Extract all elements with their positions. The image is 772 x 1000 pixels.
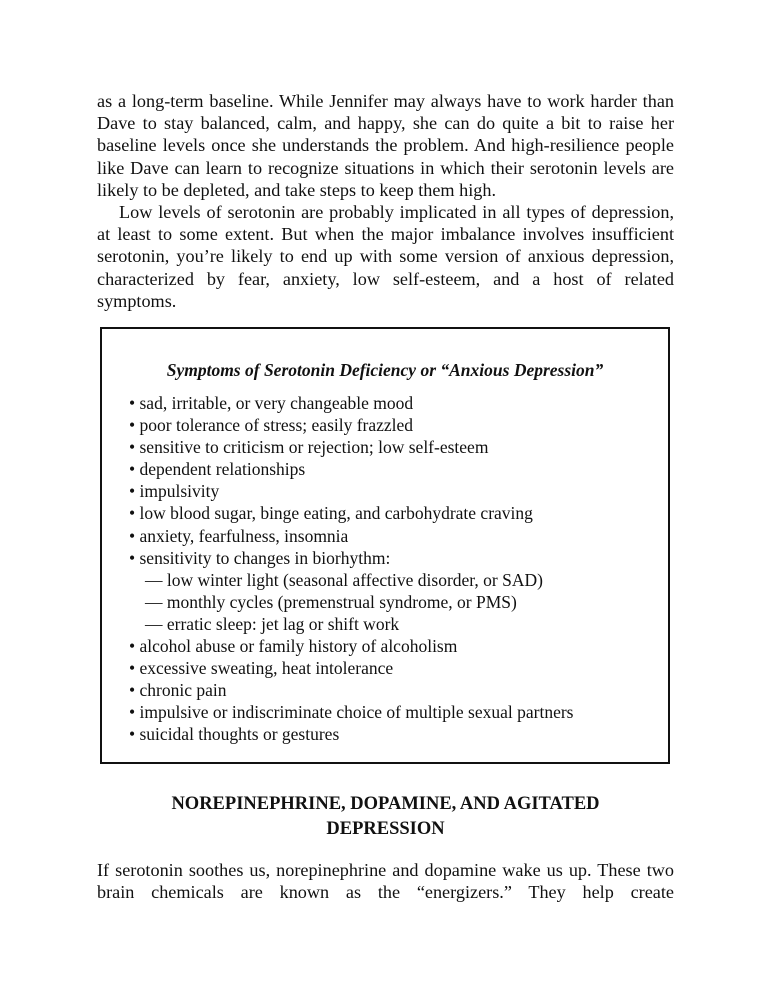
list-item: • impulsivity <box>129 481 220 502</box>
list-item: • alcohol abuse or family history of alcoholism <box>129 636 458 657</box>
list-subitem: — erratic sleep: jet lag or shift work <box>145 613 400 634</box>
list-item: • suicidal thoughts or gestures <box>129 724 340 745</box>
list-item: • dependent relationships <box>129 459 306 480</box>
list-item: • excessive sweating, heat intolerance <box>129 658 394 679</box>
symptoms-list <box>129 392 573 746</box>
intro-paragraph-2: Low levels of serotonin are probably implicated in all types of depression, at least to some extent. But when the major imbalance involves insufficient serotonin, you’re likely to end up with some version of anxious depression, characterized by fear, anxiety, low self-esteem, and a host of related symptoms. <box>97 202 674 311</box>
list-item: • sensitivity to changes in biorhythm: <box>129 547 391 568</box>
list-item: • chronic pain <box>129 680 227 701</box>
list-item: • poor tolerance of stress; easily frazzled <box>129 415 414 436</box>
intro-paragraph-1: as a long-term baseline. While Jennifer may always have to work harder than Dave to stay balanced, calm, and happy, she can do quite a bit to raise her baseline levels once she understands the problem. And high-resilience people like Dave can learn to recognize situations in which their serotonin levels are likely to be depleted, and take steps to keep them high. <box>97 91 674 200</box>
section-paragraph: If serotonin soothes us, norepinephrine and dopamine wake us up. These two brain chemicals are known as the “energizers.” They help create <box>97 860 674 903</box>
intro-text <box>97 90 674 312</box>
list-item: • sensitive to criticism or rejection; low self-esteem <box>129 437 489 458</box>
symptoms-sidebar-box <box>100 327 670 764</box>
section-text <box>97 859 674 903</box>
list-item: • low blood sugar, binge eating, and carbohydrate craving <box>129 503 533 524</box>
list-item: • sad, irritable, or very changeable mood <box>129 393 414 413</box>
list-subitem: — monthly cycles (premenstrual syndrome, or PMS) <box>145 591 517 612</box>
list-subitem: — low winter light (seasonal affective disorder, or SAD) <box>145 569 543 590</box>
sidebar-title: Symptoms of Serotonin Deficiency or “Anxious Depression” <box>166 360 604 380</box>
section-heading-line-2: DEPRESSION <box>326 819 445 839</box>
list-item: • impulsive or indiscriminate choice of multiple sexual partners <box>129 702 574 723</box>
list-item: • anxiety, fearfulness, insomnia <box>129 525 349 546</box>
section-heading-line-1: NOREPINEPHRINE, DOPAMINE, AND AGITATED <box>171 794 600 814</box>
section-heading <box>97 792 674 842</box>
